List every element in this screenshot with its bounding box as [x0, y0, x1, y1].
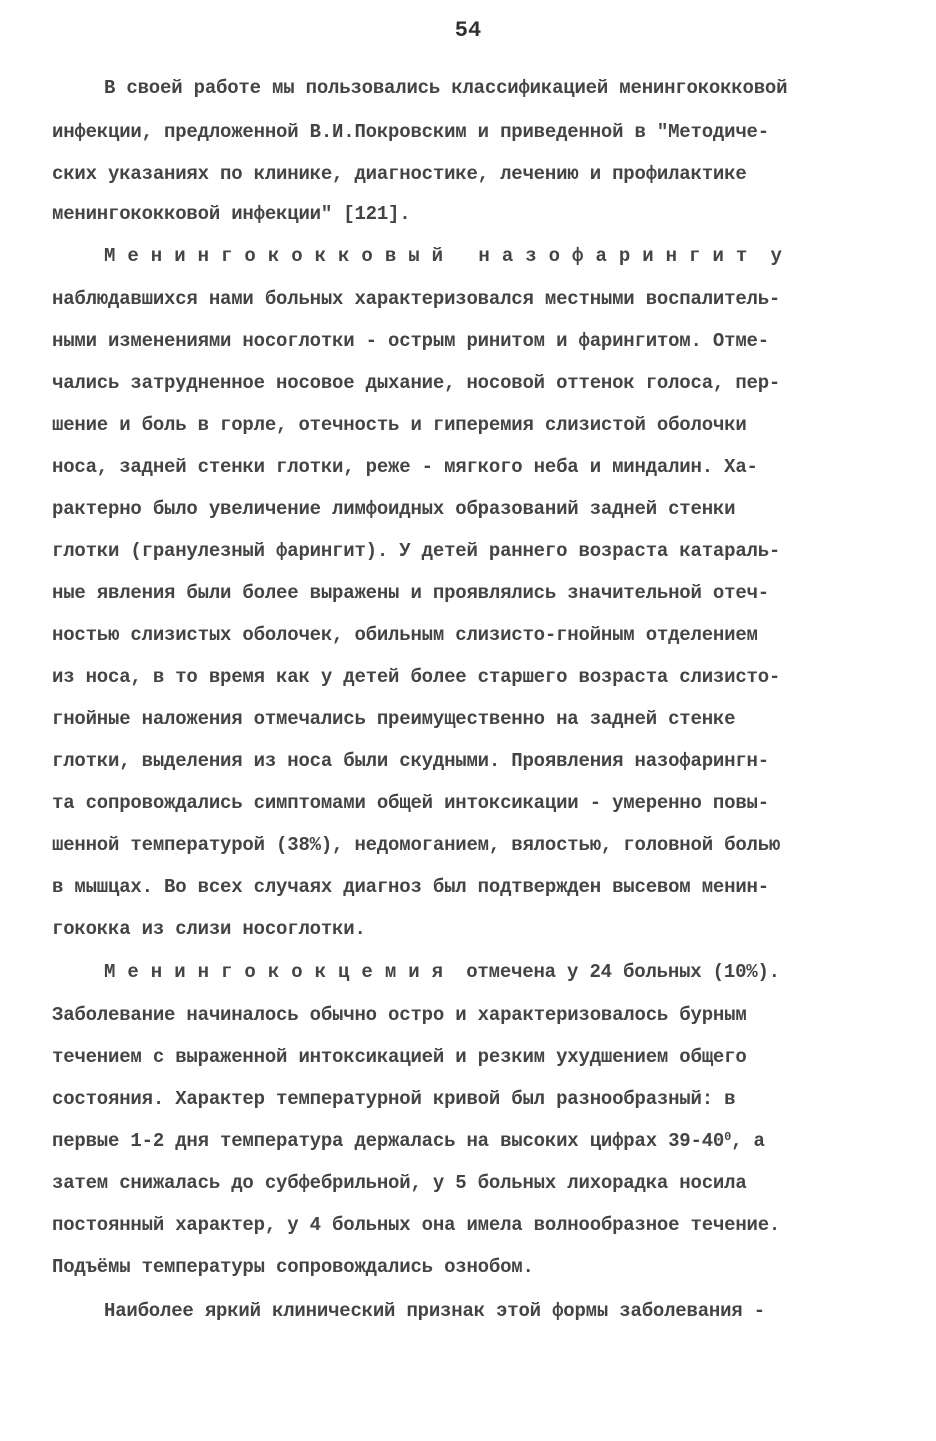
paragraph-2-line-3: ными изменениями носоглотки - острым ринитом и фарингитом. Отме-	[52, 330, 769, 352]
paragraph-3-line-4: состояния. Характер температурной кривой был разнообразный: в	[52, 1088, 736, 1110]
paragraph-3-line-6: затем снижалась до субфебрильной, у 5 больных лихорадка носила	[52, 1172, 747, 1194]
paragraph-2-line-5: шение и боль в горле, отечность и гиперемия слизистой оболочки	[52, 414, 747, 436]
paragraph-2-line-7: рактерно было увеличение лимфоидных образований задней стенки	[52, 498, 736, 520]
paragraph-2-line-14: та сопровождались симптомами общей интоксикации - умеренно повы-	[52, 792, 769, 814]
degree-superscript: 0	[724, 1130, 732, 1144]
paragraph-4-line-1: Наиболее яркий клинический признак этой формы заболевания -	[104, 1300, 765, 1322]
paragraph-3-line-5	[52, 1129, 892, 1153]
paragraph-1-line-3: ских указаниях по клинике, диагностике, лечению и профилактике	[52, 163, 747, 185]
paragraph-2-line-6: носа, задней стенки глотки, реже - мягкого неба и миндалин. Ха-	[52, 456, 758, 478]
paragraph-2-line-1	[104, 244, 892, 268]
paragraph-3-line-8: Подъёмы температуры сопровождались ознобом.	[52, 1256, 534, 1278]
spaced-term-meningococcemia: Менингококцемия	[104, 961, 456, 983]
paragraph-2-line-9: ные явления были более выражены и проявлялись значительной отеч-	[52, 582, 769, 604]
paragraph-1-line-4: менингококковой инфекции" [121].	[52, 203, 411, 225]
page-number: 54	[454, 18, 482, 43]
paragraph-2-line-4: чались затрудненное носовое дыхание, носовой оттенок голоса, пер-	[52, 372, 781, 394]
paragraph-2-line-1-rest: у	[759, 245, 782, 267]
paragraph-2-line-13: глотки, выделения из носа были скудными. Проявления назофарингн-	[52, 750, 769, 772]
paragraph-2-line-15: шенной температурой (38%), недомоганием, вялостью, головной болью	[52, 834, 781, 856]
spaced-term-nasopharyngitis: Менингококковый назофарингит	[104, 245, 760, 267]
paragraph-2-line-2: наблюдавшихся нами больных характеризовался местными воспалитель-	[52, 288, 781, 310]
paragraph-2-line-11: из носа, в то время как у детей более старшего возраста слизисто-	[52, 666, 781, 688]
paragraph-3-line-5-text: первые 1-2 дня температура держалась на высоких цифрах 39-40	[52, 1130, 725, 1152]
paragraph-1-line-1: В своей работе мы пользовались классификацией менингококковой	[104, 77, 788, 99]
paragraph-2-line-8: глотки (гранулезный фарингит). У детей раннего возраста катараль-	[52, 540, 781, 562]
paragraph-3-line-5-end: , а	[731, 1130, 765, 1152]
paragraph-2-line-17: гококка из слизи носоглотки.	[52, 918, 366, 940]
paragraph-2-line-12: гнойные наложения отмечались преимущественно на задней стенке	[52, 708, 736, 730]
paragraph-3-line-3: течением с выраженной интоксикацией и резким ухудшением общего	[52, 1046, 747, 1068]
paragraph-1-line-2: инфекции, предложенной В.И.Покровским и приведенной в "Методиче-	[52, 121, 769, 143]
paragraph-2-line-10: ностью слизистых оболочек, обильным слизисто-гнойным отделением	[52, 624, 758, 646]
paragraph-3-line-1-rest: отмечена у 24 больных (10%).	[455, 961, 780, 983]
paragraph-3-line-1	[104, 960, 892, 984]
paragraph-3-line-7: постоянный характер, у 4 больных она имела волнообразное течение.	[52, 1214, 781, 1236]
paragraph-2-line-16: в мышцах. Во всех случаях диагноз был подтвержден высевом менин-	[52, 876, 769, 898]
paragraph-3-line-2: Заболевание начиналось обычно остро и характеризовалось бурным	[52, 1004, 747, 1026]
